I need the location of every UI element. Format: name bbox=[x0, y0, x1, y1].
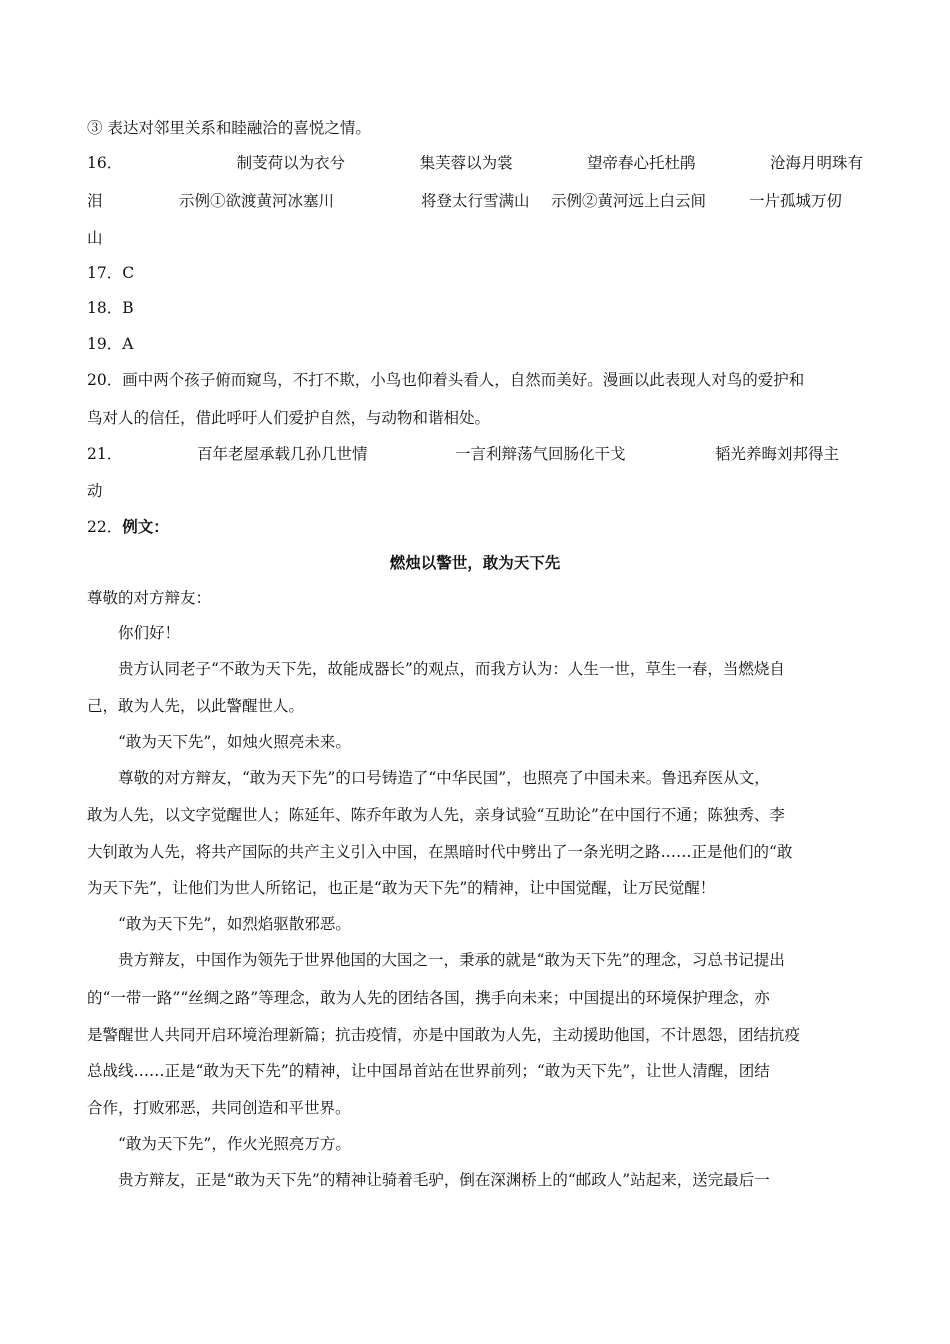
essay-paragraph-3-line-4: 为天下先”，让他们为世人所铭记，也正是“敢为天下先”的精神，让中国觉醒，让万民觉醒！ bbox=[87, 879, 716, 897]
text-run: 20．画中两个孩子俯而窥鸟，不打不欺，小鸟也仰着头看人，自然而美好。漫画以此表现人对鸟的爱护和 bbox=[87, 371, 805, 389]
essay-paragraph-5-line-3: 是警醒世人共同开启环境治理新篇；抗击疫情，亦是中国敢为人先，主动援助他国，不计恩怨，团结抗疫 bbox=[87, 1026, 801, 1044]
essay-paragraph-5-line-1: 贵方辩友，中国作为领先于世界他国的大国之一，秉承的就是“敢为天下先”的理念，习总书记提出 bbox=[118, 951, 785, 969]
answer-blank: 示例②黄河远上白云间 bbox=[551, 192, 707, 210]
answer-21-line-1 bbox=[87, 436, 863, 472]
answer-18: 18．B bbox=[87, 299, 134, 317]
answer-20-line-1 bbox=[87, 362, 863, 398]
answer-blank: 示例①欲渡黄河冰塞川 bbox=[179, 192, 335, 210]
answer-16-line-2 bbox=[87, 183, 863, 219]
answer-blank: 沧海月明珠有 bbox=[769, 154, 863, 172]
answer-blank: 一言利辩荡气回肠化干戈 bbox=[455, 445, 626, 463]
answer-19: 19．A bbox=[87, 335, 134, 353]
question-number: 22． bbox=[87, 518, 123, 536]
answer-blank: 百年老屋承载几孙几世情 bbox=[197, 445, 368, 463]
essay-paragraph-3-line-2: 敢为人先，以文字觉醒世人；陈延年、陈乔年敢为人先，亲身试验“互助论”在中国行不通；陈独秀、李 bbox=[87, 806, 785, 824]
essay-paragraph-3-line-1: 尊敬的对方辩友，“敢为天下先”的口号铸造了“中华民国”，也照亮了中国未来。鲁迅弃医从文， bbox=[118, 769, 770, 787]
answer-blank: 韬光养晦刘邦得主 bbox=[715, 445, 840, 463]
answer-blank: 集芙蓉以为裳 bbox=[419, 154, 513, 172]
answer-blank: 将登太行雪满山 bbox=[421, 192, 530, 210]
essay-title: 燃烛以警世，敢为天下先 bbox=[389, 553, 561, 572]
answer-blank: 望帝春心托杜鹃 bbox=[587, 154, 696, 172]
answer-15-item-3: ③ 表达对邻里关系和睦融洽的喜悦之情。 bbox=[87, 119, 371, 137]
essay-salutation: 尊敬的对方辩友： bbox=[87, 589, 212, 607]
essay-paragraph-5-line-4: 总战线……正是“敢为天下先”的精神，让中国昂首站在世界前列；“敢为天下先”，让世人清醒，团结 bbox=[87, 1062, 770, 1080]
answer-17: 17．C bbox=[87, 264, 135, 282]
essay-paragraph-2: “敢为天下先”，如烛火照亮未来。 bbox=[118, 733, 351, 751]
answer-blank: 一片孤城万仞 bbox=[749, 192, 843, 210]
essay-paragraph-1-line-1: 贵方认同老子“不敢为天下先，故能成器长”的观点，而我方认为：人生一世，草生一春，当燃烧自 bbox=[118, 660, 785, 678]
answer-21-line-2: 动 bbox=[87, 482, 103, 500]
answer-16-line-1 bbox=[87, 145, 863, 181]
question-number: 16． bbox=[87, 154, 123, 172]
answer-20-line-2: 鸟对人的信任，借此呼吁人们爱护自然，与动物和谐相处。 bbox=[87, 409, 491, 427]
example-label: 例文： bbox=[122, 517, 169, 536]
essay-paragraph-3-line-3: 大钊敢为人先，将共产国际的共产主义引入中国，在黑暗时代中劈出了一条光明之路……正是他们的“敢 bbox=[87, 843, 793, 861]
essay-paragraph-4: “敢为天下先”，如烈焰驱散邪恶。 bbox=[118, 915, 351, 933]
answer-22-header bbox=[87, 509, 863, 545]
question-number: 21． bbox=[87, 445, 123, 463]
essay-paragraph-5-line-5: 合作，打败邪恶，共同创造和平世界。 bbox=[87, 1099, 351, 1117]
answer-blank: 制芰荷以为衣兮 bbox=[236, 154, 346, 172]
essay-paragraph-5-line-2: 的“一带一路”“丝绸之路”等理念，敢为人先的团结各国，携手向未来；中国提出的环境保护理念，亦 bbox=[87, 989, 770, 1007]
answer-blank: 泪 bbox=[87, 192, 103, 210]
essay-paragraph-1-line-2: 己，敢为人先，以此警醒世人。 bbox=[87, 697, 305, 715]
essay-paragraph-7-line-1: 贵方辩友，正是“敢为天下先”的精神让骑着毛驴，倒在深渊桥上的“邮政人”站起来，送完最后一 bbox=[118, 1171, 770, 1189]
answer-16-line-3: 山 bbox=[87, 229, 103, 247]
essay-paragraph-6: “敢为天下先”，作火光照亮万方。 bbox=[118, 1135, 351, 1153]
essay-greeting: 你们好！ bbox=[118, 624, 181, 642]
